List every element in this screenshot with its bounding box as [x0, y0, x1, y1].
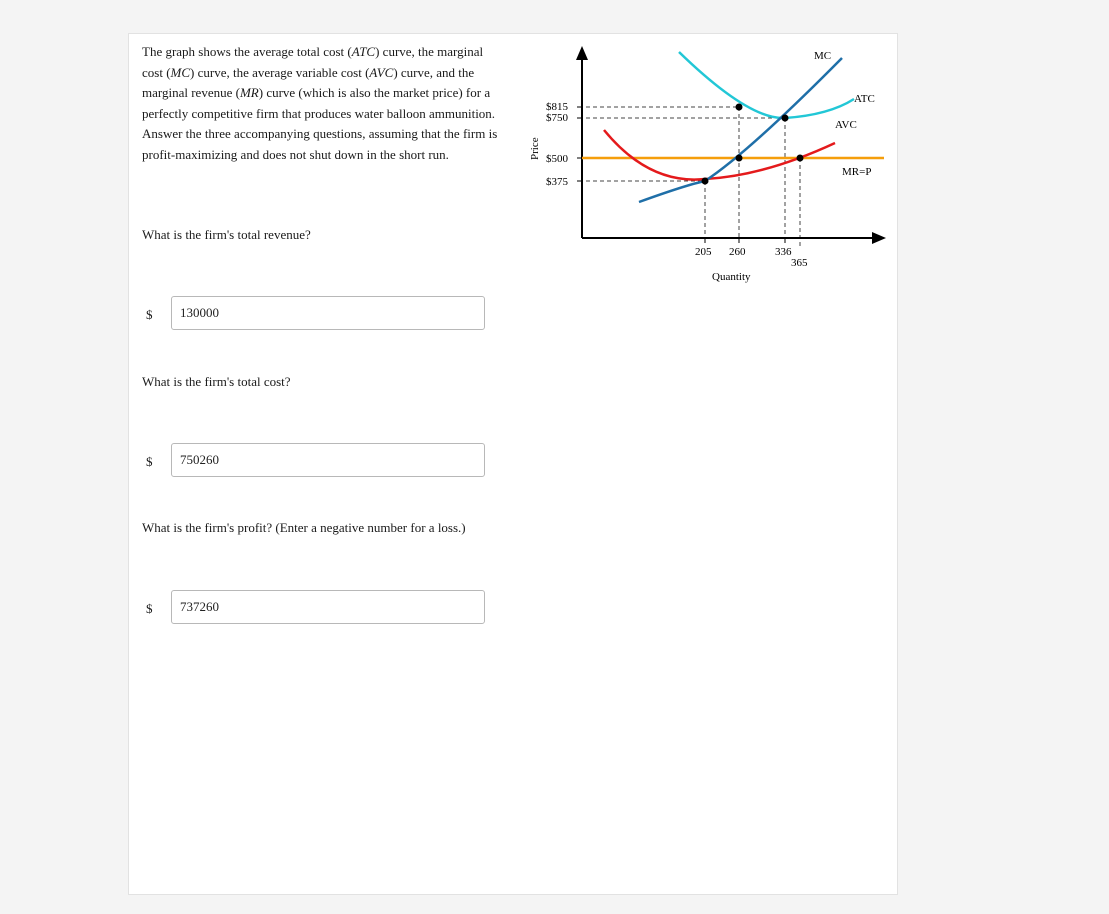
- x-axis-arrow: [872, 232, 886, 244]
- point-avc-min: [702, 178, 709, 185]
- price-tick-label: $815: [546, 101, 568, 113]
- quantity-tick-label: 336: [775, 246, 792, 258]
- quantity-tick-label: 260: [729, 246, 746, 258]
- currency-symbol: $: [146, 601, 153, 616]
- avc-label: AVC: [835, 119, 857, 131]
- price-tick-label: $500: [546, 153, 568, 165]
- question-profit: What is the firm's profit? (Enter a negative number for a loss.): [142, 520, 466, 535]
- total-revenue-input[interactable]: [171, 296, 485, 330]
- mc-curve: [639, 58, 842, 202]
- point-mr-at-260: [736, 155, 743, 162]
- question-card: [128, 33, 898, 895]
- question-total-cost: What is the firm's total cost?: [142, 374, 291, 389]
- profit-input[interactable]: [171, 590, 485, 624]
- atc-label: ATC: [854, 93, 875, 105]
- y-axis-label: Price: [529, 137, 541, 160]
- point-atc-min: [782, 115, 789, 122]
- point-atc-at-260: [736, 104, 743, 111]
- guide-lines: [579, 107, 800, 248]
- problem-statement: The graph shows the average total cost (ATC) curve, the marginal cost (MC) curve, the average variable cost (AVC) curve, and the marginal revenue (MR) curve (which is also the market price) for a perfectly competitive firm that produces water balloon ammunition. Answer the three accompanying questions, assuming that the firm is profit-maximizing and does not shut down in the short run.: [142, 44, 498, 162]
- question-total-revenue: What is the firm's total revenue?: [142, 227, 311, 242]
- point-avc-at-365: [797, 155, 804, 162]
- mr-label: MR=P: [842, 166, 872, 178]
- currency-symbol: $: [146, 307, 153, 322]
- price-tick-label: $375: [546, 176, 568, 188]
- cost-curves-graph: [524, 42, 889, 292]
- answer-row-total-revenue: [142, 296, 492, 332]
- currency-symbol: $: [146, 454, 153, 469]
- quantity-tick-label: 205: [695, 246, 712, 258]
- y-axis-arrow: [576, 46, 588, 60]
- total-cost-input[interactable]: [171, 443, 485, 477]
- x-axis-label: Quantity: [712, 271, 751, 283]
- price-tick-label: $750: [546, 112, 568, 124]
- axes: [576, 46, 886, 244]
- answer-row-profit: [142, 590, 492, 626]
- quantity-tick-label: 365: [791, 257, 808, 269]
- mc-label: MC: [814, 50, 832, 62]
- answer-row-total-cost: [142, 443, 492, 479]
